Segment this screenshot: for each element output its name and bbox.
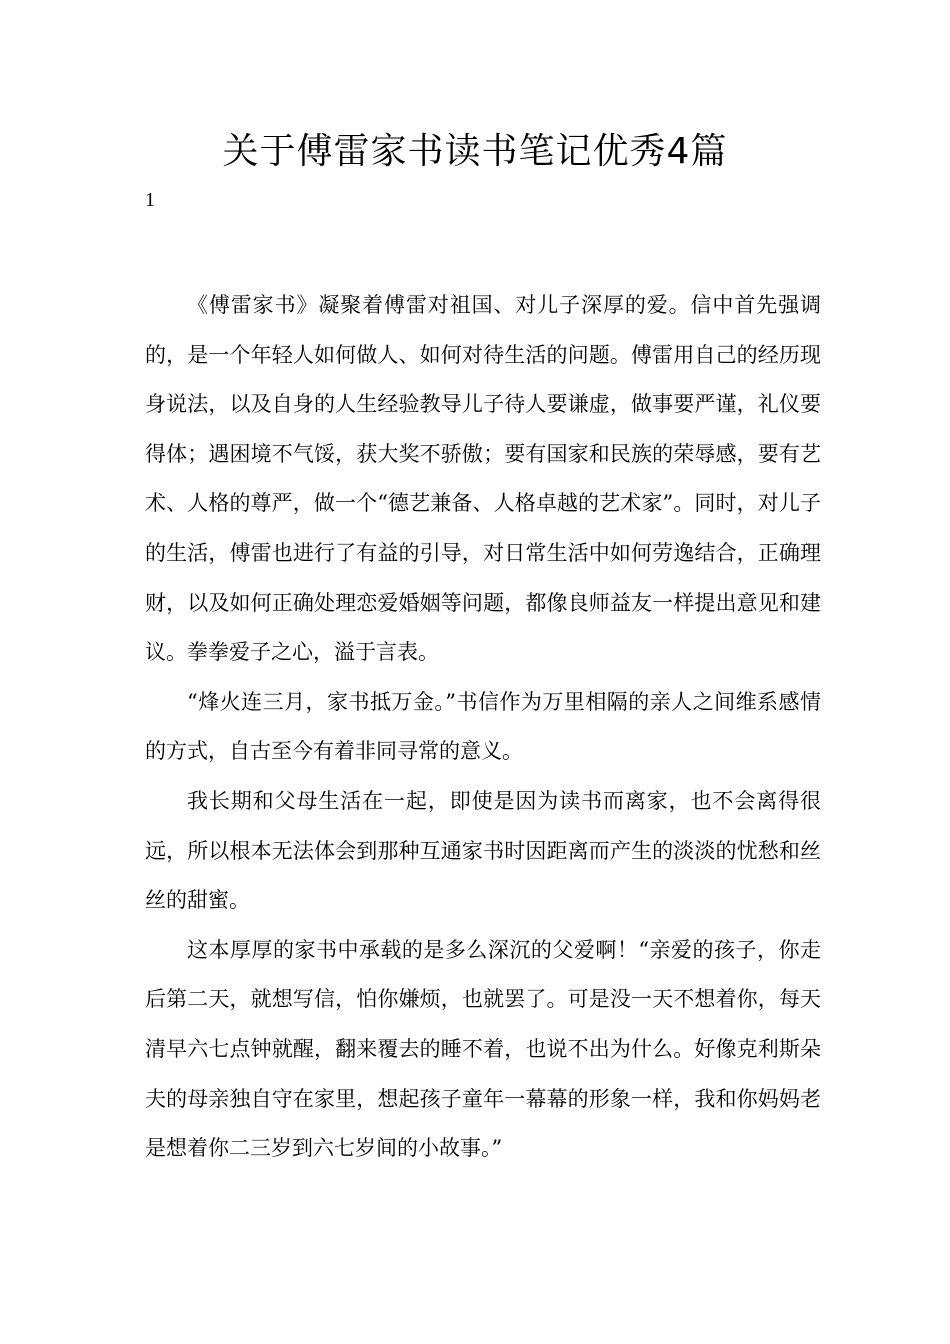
document-body xyxy=(145,281,821,1174)
paragraph: “烽火连三月，家书抵万金。”书信作为万里相隔的亲人之间维系感情的方式，自古至今有着非同寻常的意义。 xyxy=(145,689,821,764)
paragraph: 我长期和父母生活在一起，即使是因为读书而离家，也不会离得很远，所以根本无法体会到那种互通家书时因距离而产生的淡淡的忧愁和丝丝的甜蜜。 xyxy=(145,788,821,913)
paragraph: 这本厚厚的家书中承载的是多么深沉的父爱啊！“亲爱的孩子，你走后第二天，就想写信，怕你嫌烦，也就罢了。可是没一天不想着你，每天清早六七点钟就醒，翻来覆去的睡不着，也说不出为什么。好像克利斯朵夫的母亲独自守在家里，想起孩子童年一幕幕的形象一样，我和你妈妈老是想着你二三岁到六七岁间的小故事。” xyxy=(145,937,821,1161)
document-title: 关于傅雷家书读书笔记优秀4篇 xyxy=(222,131,728,172)
paragraph: 《傅雷家书》凝聚着傅雷对祖国、对儿子深厚的爱。信中首先强调的，是一个年轻人如何做人、如何对待生活的问题。傅雷用自己的经历现身说法，以及自身的人生经验教导儿子待人要谦虚，做事要严谨，礼仪要得体；遇困境不气馁，获大奖不骄傲；要有国家和民族的荣辱感，要有艺术、人格的尊严，做一个“德艺兼备、人格卓越的艺术家”。同时，对儿子的生活，傅雷也进行了有益的引导，对日常生活中如何劳逸结合，正确理财，以及如何正确处理恋爱婚姻等问题，都像良师益友一样提出意见和建议。拳拳爱子之心，溢于言表。 xyxy=(145,293,821,665)
section-number: 1 xyxy=(145,189,155,211)
